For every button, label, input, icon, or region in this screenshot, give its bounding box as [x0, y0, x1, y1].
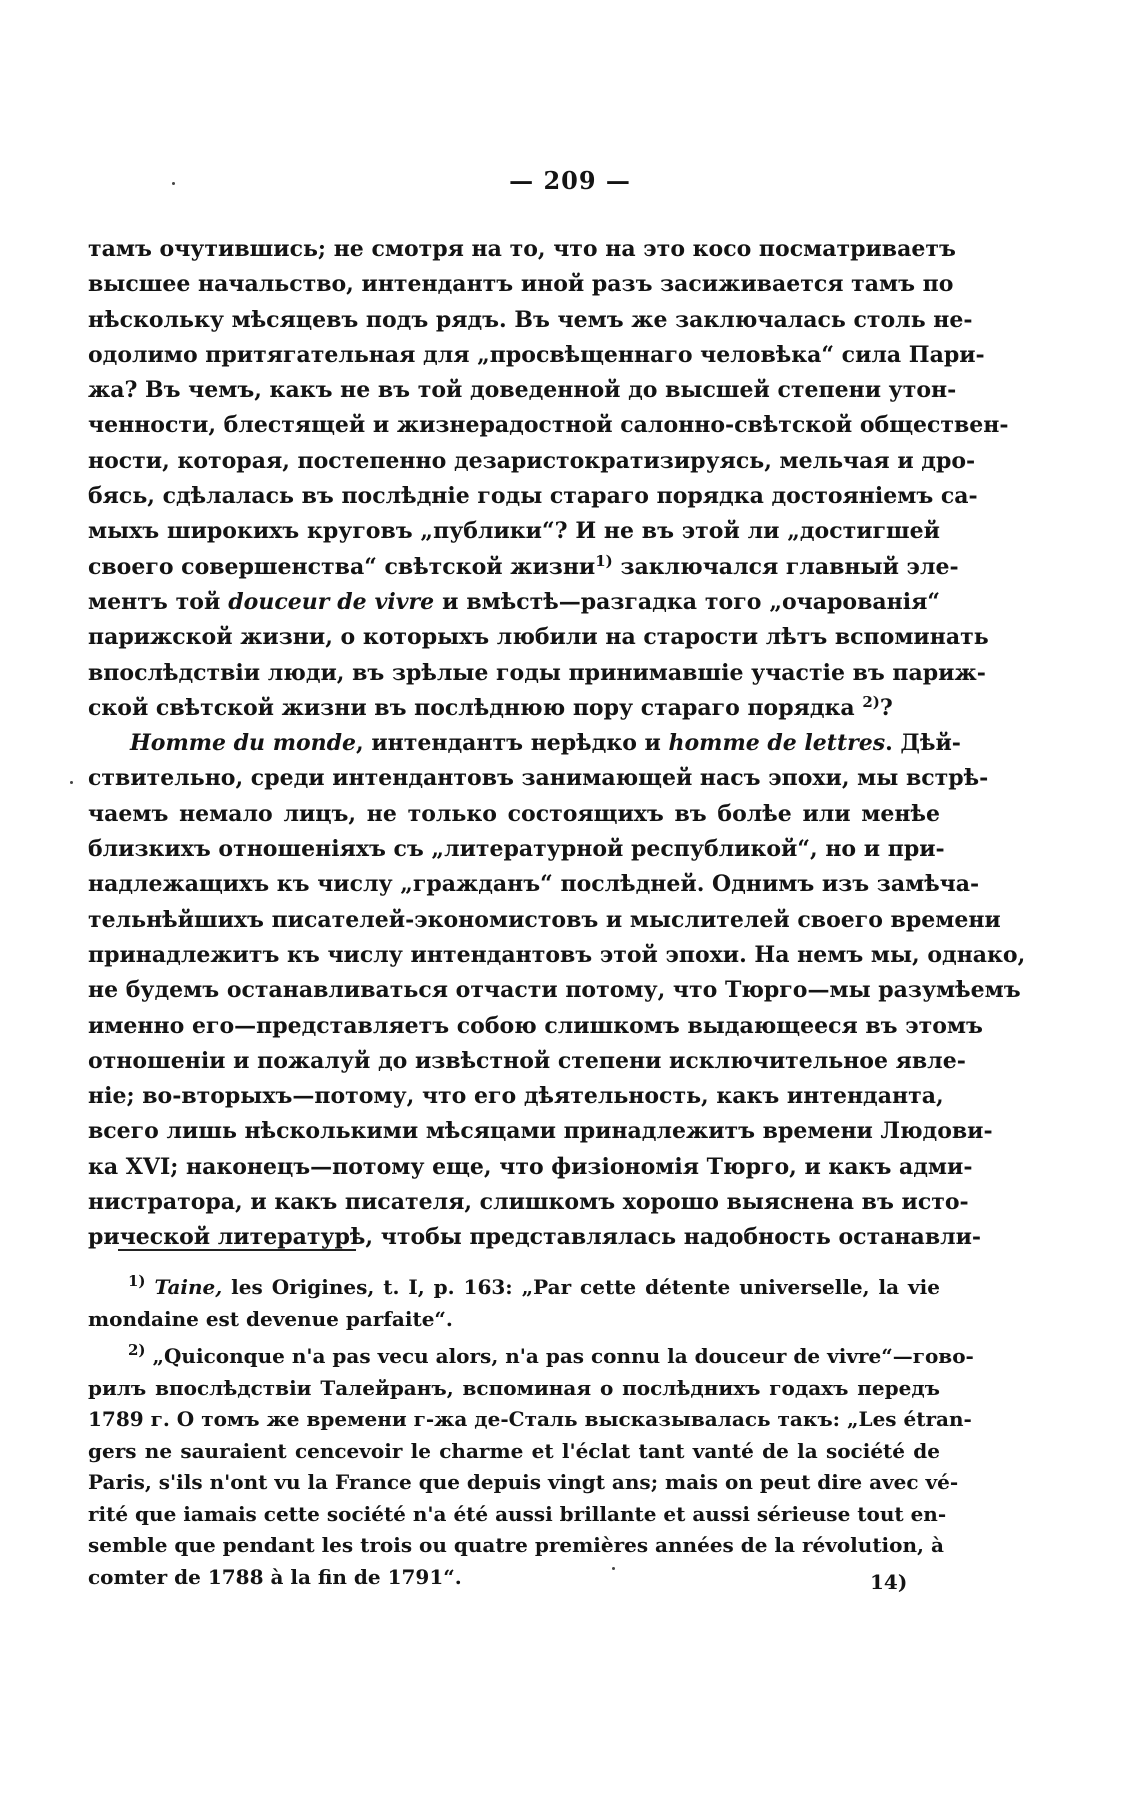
text-line: рилъ впослѣдствіи Талейранъ, вспоминая о послѣднихъ годахъ передъ: [88, 1375, 940, 1400]
footnote-divider: [118, 1249, 356, 1251]
text-line: ченности, блестящей и жизнерадостной салонно-свѣтской обществен-: [88, 412, 1009, 439]
footnote-marker: 2): [128, 1341, 146, 1359]
italic-phrase: Homme du monde: [130, 730, 357, 757]
speck-mark: [70, 781, 73, 784]
text-line: парижской жизни, о которыхъ любили на старости лѣтъ вспоминать: [88, 624, 989, 651]
text-segment: ской свѣтской жизни въ послѣднюю пору стараго порядка: [88, 694, 855, 721]
text-line: тельнѣйшихъ писателей-экономистовъ и мыслителей своего времени: [88, 906, 1001, 933]
text-segment: своего совершенства“ свѣтской жизни: [88, 553, 596, 580]
italic-phrase: douceur de vivre: [228, 588, 435, 615]
text-line: всего лишь нѣсколькими мѣсяцами принадлежитъ времени Людови-: [88, 1118, 993, 1145]
text-line: mondaine est devenue parfaite“.: [88, 1306, 453, 1331]
text-line: принадлежитъ къ числу интендантовъ этой эпохи. На немъ мы, однако,: [88, 941, 1026, 968]
footnote-2: [88, 1341, 974, 1593]
text-line: rité que iamais cette société n'a été aussi brillante et aussi sérieuse tout en-: [88, 1501, 947, 1526]
text-line: ствительно, среди интендантовъ занимающей насъ эпохи, мы встрѣ-: [88, 765, 989, 792]
text-segment: заключался главный эле-: [612, 553, 959, 580]
text-line: бясь, сдѣлалась въ послѣдніе годы стараго порядка достояніемъ са-: [88, 483, 978, 510]
text-segment: „Quiconque n'a pas vecu alors, n'a pas connu la douceur de vivre“—гово-: [145, 1344, 974, 1368]
text-line: comter de 1788 à la fin de 1791“.: [88, 1564, 462, 1589]
text-line: высшее начальство, интендантъ иной разъ засиживается тамъ по: [88, 271, 954, 298]
text-line: не будемъ останавливаться отчасти потому, что Тюрго—мы разумѣемъ: [88, 977, 1021, 1004]
text-line: ности, которая, постепенно дезаристократизируясь, мельчая и дро-: [88, 447, 976, 474]
text-line: [88, 585, 940, 620]
speck-mark: [612, 1567, 615, 1570]
text-line: одолимо притягательная для „просвѣщеннаго человѣка“ сила Пари-: [88, 341, 985, 368]
text-segment: , интендантъ нерѣдко и: [356, 730, 669, 757]
text-line: ніе; во-вторыхъ—потому, что его дѣятельность, какъ интенданта,: [88, 1083, 944, 1110]
paragraph-2-cont: [88, 761, 1026, 1255]
main-text: [88, 232, 1026, 1256]
text-segment: les Origines, t. I, p. 163: „Par cette détente universelle, la vie: [222, 1275, 940, 1299]
text-line: надлежащихъ къ числу „гражданъ“ послѣдней. Однимъ изъ замѣча-: [88, 871, 980, 898]
paragraph-2: [88, 726, 961, 761]
text-line: чаемъ немало лицъ, не только состоящихъ въ болѣе или менѣе: [88, 800, 940, 827]
text-line: gers ne sauraient cencevoir le charme et l'éclat tant vanté de la société de: [88, 1438, 940, 1463]
italic-phrase: Taine,: [154, 1275, 223, 1299]
text-line: отношеніи и пожалуй до извѣстной степени исключительное явле-: [88, 1047, 966, 1074]
text-line: Paris, s'ils n'ont vu la France que depuis vingt ans; mais on peut dire avec vé-: [88, 1470, 959, 1494]
footnotes: [88, 1272, 974, 1599]
page-number: — 209 —: [509, 166, 631, 195]
text-line: жа? Въ чемъ, какъ не въ той доведенной до высшей степени утон-: [88, 377, 957, 404]
signature-mark: 14): [870, 1570, 908, 1594]
text-line: впослѣдствіи люди, въ зрѣлые годы принимавшіе участіе въ париж-: [88, 659, 986, 686]
text-segment: ?: [879, 694, 893, 721]
text-line: [88, 550, 959, 585]
text-line: нѣскольку мѣсяцевъ подъ рядъ. Въ чемъ же заключалась столь не-: [88, 306, 973, 333]
text-line: [88, 1341, 974, 1373]
speck-mark: [172, 182, 175, 185]
text-line: мыхъ широкихъ круговъ „публики“? И не въ этой ли „достигшей: [88, 518, 940, 545]
text-segment: . Дѣй-: [885, 730, 961, 757]
text-line: [88, 1272, 940, 1304]
text-line: 1789 г. О томъ же времени г-жа де-Сталь высказывалась такъ: „Les étran-: [88, 1407, 972, 1431]
italic-phrase: homme de lettres: [668, 730, 886, 757]
text-segment: и вмѣстѣ—разгадка того „очарованія“: [434, 588, 940, 615]
footnote-ref-1: 1): [595, 551, 613, 570]
text-line: именно его—представляетъ собою слишкомъ выдающееся въ этомъ: [88, 1012, 983, 1039]
text-line: [88, 726, 961, 761]
text-line: близкихъ отношеніяхъ съ „литературной республикой“, но и при-: [88, 836, 945, 863]
text-line: ка XVI; наконецъ—потому еще, что физіономія Тюрго, и какъ адми-: [88, 1153, 973, 1180]
footnote-marker: 1): [128, 1272, 146, 1290]
text-line: тамъ очутившись; не смотря на то, что на это косо посматриваетъ: [88, 236, 956, 262]
text-line: нистратора, и какъ писателя, слишкомъ хорошо выяснена въ исто-: [88, 1189, 969, 1216]
paragraph-1: [88, 232, 1009, 726]
footnote-1: [88, 1272, 940, 1335]
text-line: [88, 691, 940, 726]
text-line: semble que pendant les trois ou quatre premières années de la révolution, à: [88, 1533, 944, 1557]
footnote-ref-2: 2): [862, 692, 880, 711]
text-segment: ментъ той: [88, 588, 221, 615]
text-line: рической литературѣ, чтобы представлялась надобность останавли-: [88, 1224, 982, 1251]
